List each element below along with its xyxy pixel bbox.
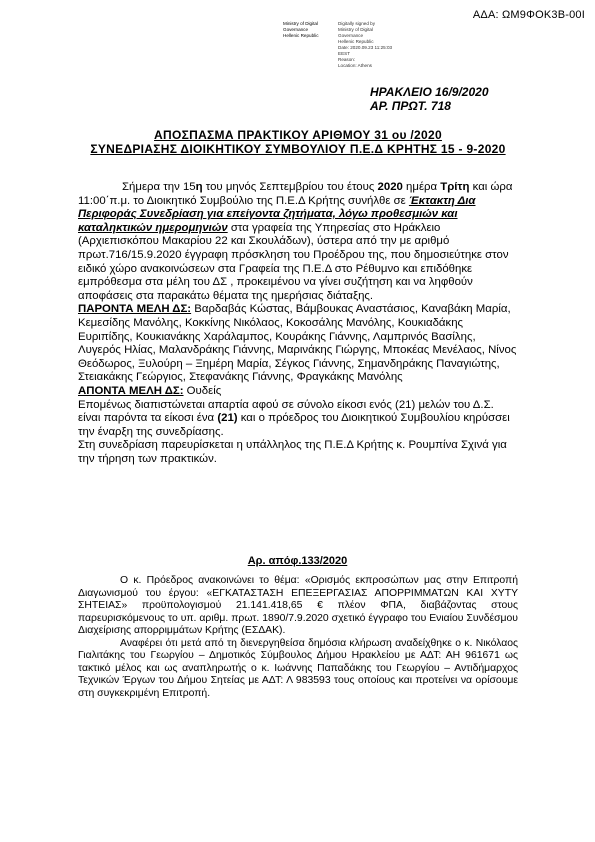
protocol-number: ΑΡ. ΠΡΩΤ. 718: [370, 99, 451, 113]
signature-detail-line: Location: Athens: [338, 63, 372, 68]
signature-detail-line: Ministry of Digital: [338, 27, 373, 32]
intro-day-suffix: η: [195, 181, 203, 193]
place-date-line: ΗΡΑΚΛΕΙΟ 16/9/2020: [370, 85, 489, 99]
intro-weekday: Τρίτη: [440, 181, 470, 193]
signature-issuer-line: Ministry of Digital: [283, 21, 318, 26]
intro-text: στα γραφεία της Υπηρεσίας στο Ηράκλειο (Αρχιεπισκόπου Μακαρίου 22 και Σκουλάδων), ύστερα από την με αριθμό πρωτ.716/15.9.2020 έγγραφη πρόσκληση του Προέδρου της, που δημοσιεύτηκε στον ειδικό χώρο ανακοινώσεων στα Γραφεία της Π.Ε.Δ στο Ρέθυμνο και επιδόθηκε εμπρόθεσμα στα μέλη του ΔΣ , προκειμένου να γίνει συζήτηση και να ληφθούν αποφάσεις στα παρακάτω θέματα της ημερήσιας διάταξης.: [78, 221, 509, 302]
quorum-text: και ο πρόεδρος του Διοικητικού Συμβουλίου κηρύσσει την έναρξη της συνεδρίασης.: [78, 412, 510, 438]
intro-text: του μηνός Σεπτεμβρίου του έτους: [202, 181, 378, 193]
present-members: [78, 303, 518, 385]
title-line-2: ΣΥΝΕΔΡΙΑΣΗΣ ΔΙΟΙΚΗΤΙΚΟΥ ΣΥΜΒΟΥΛΙΟΥ Π.Ε.Δ ΚΡΗΤΗΣ 15 - 9-2020: [90, 142, 506, 156]
document-title: [78, 128, 518, 156]
signature-detail-line: Governance: [338, 33, 364, 38]
signature-issuer: [283, 21, 338, 69]
decision-paragraph: Ο κ. Πρόεδρος ανακοινώνει το θέμα: «Ορισμός εκπροσώπων μας στην Επιτροπή Διαγωνισμού του έργου: «ΕΓΚΑΤΑΣΤΑΣΗ ΕΠΕΞΕΡΓΑΣΙΑΣ ΑΠΟΡΡΙΜΜΑΤΩΝ ΚΑΙ ΧΥΤΥ ΣΗΤΕΙΑΣ» προϋπολογισμού 21.141.418,65 € πλέον ΦΠΑ, διαβάζοντας στους παρευρισκόμενους το υπ. αριθμ. πρωτ. 1890/7.9.2020 σχετικό έγγραφο του Ενιαίου Συνδέσμου Διαχείρισης απορριμμάτων Κρήτης (ΕΣΔΑΚ).: [78, 575, 518, 636]
quorum-number: (21): [217, 412, 238, 425]
absent-members: [78, 385, 518, 399]
ada-code: ΑΔΑ: ΩΜ9ΦΟΚ3Β-00Ι: [472, 9, 585, 21]
signature-issuer-line: Hellenic Republic: [283, 33, 319, 38]
clerk-paragraph: Στη συνεδρίαση παρευρίσκεται η υπάλληλος της Π.Ε.Δ Κρήτης κ. Ρουμπίνα Σχινά για την τήρηση των πρακτικών.: [78, 439, 507, 465]
signature-detail-line: Reason:: [338, 57, 356, 62]
intro-text: και ώρα 11:00΄π.μ. το Διοικητικό Συμβούλιο της Π.Ε.Δ Κρήτης συνήλθε σε: [78, 181, 513, 207]
signature-issuer-line: Governance: [283, 27, 309, 32]
present-label: ΠΑΡΟΝΤΑ ΜΕΛΗ ΔΣ:: [78, 303, 192, 316]
signature-detail-line: Date: 2020.09.23 11:25:03: [338, 45, 393, 50]
quorum-text: Επομένως διαπιστώνεται απαρτία αφού σε σύνολο είκοσι ενός (21) μελών του Δ.Σ. είναι παρόντα τα είκοσι ένα: [78, 398, 494, 425]
title-line-1: ΑΠΟΣΠΑΣΜΑ ΠΡΑΚΤΙΚΟΥ ΑΡΙΘΜΟΥ 31 ου /2020: [154, 128, 442, 142]
intro-year: 2020: [377, 181, 403, 193]
signature-detail-line: Hellenic Republic: [338, 39, 374, 44]
absent-names: Ουδείς: [183, 384, 222, 397]
digital-signature: [283, 21, 408, 69]
absent-label: ΑΠΟΝΤΑ ΜΕΛΗ ΔΣ:: [78, 384, 184, 397]
intro-text: Σήμερα την 15: [122, 181, 196, 193]
place-date: [370, 85, 489, 113]
signature-detail-line: EEST: [338, 51, 350, 56]
intro-paragraph: [78, 181, 518, 303]
quorum-paragraph: [78, 399, 518, 440]
signature-detail-line: Digitally signed by: [338, 21, 376, 26]
decision-body: [78, 575, 518, 700]
signature-details: [338, 21, 408, 69]
decision-paragraph: Αναφέρει ότι μετά από τη διενεργηθείσα δημόσια κλήρωση αναδείχθηκε ο κ. Νικόλαος Γιαλιτάκης του Γεωργίου – Δημοτικός Σύμβουλος Δήμου Ηρακλείου με ΑΔΤ: ΑΗ 961671 ως τακτικό μέλος και ως αναπληρωτής ο κ. Ιωάννης Παπαδάκης του Γεωργίου – Αντιδήμαρχος Τεχνικών Έργων του Δήμου Σητείας με ΑΔΤ: Λ 983593 τους οποίους και προτείνει να ορίσουμε στη συγκεκριμένη Επιτροπή.: [78, 637, 518, 699]
session-type: Έκτακτη Δια Περιφοράς Συνεδρίαση για επείγοντα ζητήματα, λόγω προθεσμιών και καταληκτικών ημερομηνιών: [78, 194, 476, 234]
decision-number: Αρ. απόφ.133/2020: [247, 555, 348, 567]
present-names: Βαρδαβάς Κώστας, Βάμβουκας Αναστάσιος, Καναβάκη Μαρία, Κεμεσίδης Μανόλης, Κοκκίνης Νικόλαος, Κοκοσάλης Μανόλης, Κουκιαδάκης Ευριπίδης, Κουκιανάκης Χαράλαμπος, Κουράκης Γιάννης, Λαμπρινός Βασίλης, Λυγερός Ηλίας, Μαλανδράκης Γιάννης, Μαρινάκης Γιώργης, Μποκέας Μενέλαος, Νίνος Θεόδωρος, Ξυλούρη – Ξημέρη Μαρία, Σέγκος Γιάννης, Σημανδηράκης Παναγιώτης, Στειακάκης Γεώργιος, Στεφανάκης Γιάννης, Φραγκάκης Μανόλης: [78, 303, 517, 384]
minutes-body: [78, 181, 518, 466]
intro-text: ημέρα: [402, 181, 441, 193]
